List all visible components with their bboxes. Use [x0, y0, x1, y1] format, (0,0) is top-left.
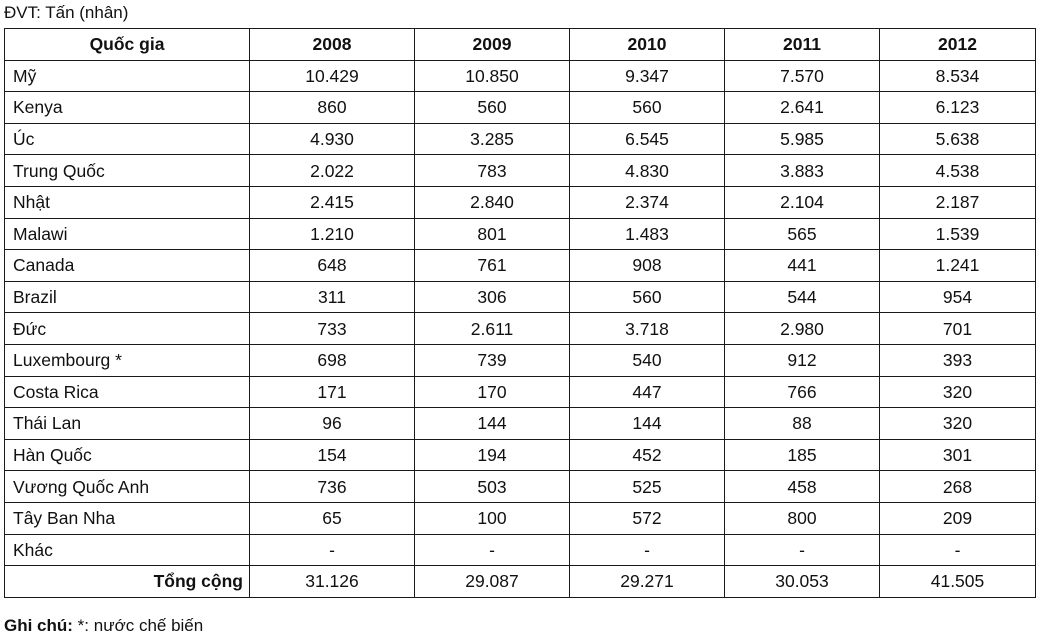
value-cell: 7.570: [725, 60, 880, 92]
value-cell: 912: [725, 344, 880, 376]
value-cell: 88: [725, 408, 880, 440]
footnote-text: *: nước chế biến: [72, 616, 204, 635]
value-cell: 9.347: [570, 60, 725, 92]
value-cell: 320: [880, 408, 1036, 440]
country-cell: Tây Ban Nha: [5, 502, 250, 534]
value-cell: 10.429: [250, 60, 415, 92]
value-cell: 2.187: [880, 186, 1036, 218]
country-cell: Nhật: [5, 186, 250, 218]
value-cell: 268: [880, 471, 1036, 503]
table-row: [5, 376, 1036, 408]
table-row: [5, 408, 1036, 440]
country-cell: Khác: [5, 534, 250, 566]
value-cell: 2.641: [725, 92, 880, 124]
country-cell: Costa Rica: [5, 376, 250, 408]
footnote: [4, 615, 203, 637]
header-country: Quốc gia: [5, 29, 250, 61]
value-cell: 525: [570, 471, 725, 503]
value-cell: 783: [415, 155, 570, 187]
table-row: [5, 155, 1036, 187]
value-cell: 209: [880, 502, 1036, 534]
total-label: Tổng cộng: [5, 566, 250, 598]
header-year-2010: 2010: [570, 29, 725, 61]
value-cell: 2.374: [570, 186, 725, 218]
total-row: [5, 566, 1036, 598]
table-row: [5, 534, 1036, 566]
country-cell: Mỹ: [5, 60, 250, 92]
value-cell: 3.285: [415, 123, 570, 155]
value-cell: 1.210: [250, 218, 415, 250]
value-cell: 100: [415, 502, 570, 534]
country-cell: Hàn Quốc: [5, 439, 250, 471]
table-row: [5, 471, 1036, 503]
value-cell: 560: [415, 92, 570, 124]
value-cell: 458: [725, 471, 880, 503]
value-cell: 1.483: [570, 218, 725, 250]
value-cell: -: [570, 534, 725, 566]
table-row: [5, 281, 1036, 313]
table-row: [5, 250, 1036, 282]
value-cell: 698: [250, 344, 415, 376]
value-cell: 560: [570, 281, 725, 313]
value-cell: 2.980: [725, 313, 880, 345]
value-cell: 8.534: [880, 60, 1036, 92]
total-value: 29.271: [570, 566, 725, 598]
value-cell: 154: [250, 439, 415, 471]
table-row: [5, 344, 1036, 376]
country-cell: Malawi: [5, 218, 250, 250]
country-cell: Kenya: [5, 92, 250, 124]
value-cell: 2.104: [725, 186, 880, 218]
import-volume-table: [4, 28, 1036, 598]
table-row: [5, 92, 1036, 124]
value-cell: -: [880, 534, 1036, 566]
table-row: [5, 502, 1036, 534]
value-cell: 560: [570, 92, 725, 124]
value-cell: 170: [415, 376, 570, 408]
country-cell: Canada: [5, 250, 250, 282]
table-row: [5, 439, 1036, 471]
value-cell: 4.930: [250, 123, 415, 155]
value-cell: 544: [725, 281, 880, 313]
value-cell: 144: [415, 408, 570, 440]
value-cell: 3.883: [725, 155, 880, 187]
value-cell: 447: [570, 376, 725, 408]
value-cell: 194: [415, 439, 570, 471]
total-value: 30.053: [725, 566, 880, 598]
value-cell: 761: [415, 250, 570, 282]
value-cell: 908: [570, 250, 725, 282]
value-cell: 6.123: [880, 92, 1036, 124]
value-cell: 452: [570, 439, 725, 471]
value-cell: 441: [725, 250, 880, 282]
table-row: [5, 218, 1036, 250]
value-cell: 5.985: [725, 123, 880, 155]
value-cell: 171: [250, 376, 415, 408]
value-cell: 648: [250, 250, 415, 282]
value-cell: 800: [725, 502, 880, 534]
value-cell: 2.022: [250, 155, 415, 187]
header-year-2012: 2012: [880, 29, 1036, 61]
country-cell: Luxembourg *: [5, 344, 250, 376]
value-cell: 306: [415, 281, 570, 313]
table-row: [5, 313, 1036, 345]
value-cell: 2.415: [250, 186, 415, 218]
value-cell: 144: [570, 408, 725, 440]
country-cell: Đức: [5, 313, 250, 345]
value-cell: 10.850: [415, 60, 570, 92]
header-year-2009: 2009: [415, 29, 570, 61]
value-cell: 4.830: [570, 155, 725, 187]
value-cell: -: [250, 534, 415, 566]
table-header-row: [5, 29, 1036, 61]
value-cell: 311: [250, 281, 415, 313]
value-cell: -: [725, 534, 880, 566]
value-cell: 503: [415, 471, 570, 503]
country-cell: Thái Lan: [5, 408, 250, 440]
value-cell: 860: [250, 92, 415, 124]
value-cell: 2.611: [415, 313, 570, 345]
value-cell: 1.539: [880, 218, 1036, 250]
country-cell: Trung Quốc: [5, 155, 250, 187]
value-cell: 565: [725, 218, 880, 250]
unit-label: ĐVT: Tấn (nhân): [4, 3, 129, 22]
value-cell: 766: [725, 376, 880, 408]
value-cell: 733: [250, 313, 415, 345]
value-cell: 6.545: [570, 123, 725, 155]
value-cell: 185: [725, 439, 880, 471]
value-cell: 3.718: [570, 313, 725, 345]
total-value: 41.505: [880, 566, 1036, 598]
value-cell: 65: [250, 502, 415, 534]
value-cell: 2.840: [415, 186, 570, 218]
value-cell: 736: [250, 471, 415, 503]
country-cell: Vương Quốc Anh: [5, 471, 250, 503]
value-cell: -: [415, 534, 570, 566]
value-cell: 540: [570, 344, 725, 376]
value-cell: 801: [415, 218, 570, 250]
total-value: 29.087: [415, 566, 570, 598]
header-year-2011: 2011: [725, 29, 880, 61]
table-row: [5, 123, 1036, 155]
value-cell: 572: [570, 502, 725, 534]
country-cell: Úc: [5, 123, 250, 155]
value-cell: 701: [880, 313, 1036, 345]
value-cell: 301: [880, 439, 1036, 471]
value-cell: 393: [880, 344, 1036, 376]
total-value: 31.126: [250, 566, 415, 598]
footnote-label: Ghi chú:: [4, 616, 73, 635]
table-row: [5, 60, 1036, 92]
value-cell: 320: [880, 376, 1036, 408]
table-row: [5, 186, 1036, 218]
value-cell: 96: [250, 408, 415, 440]
value-cell: 1.241: [880, 250, 1036, 282]
country-cell: Brazil: [5, 281, 250, 313]
value-cell: 4.538: [880, 155, 1036, 187]
value-cell: 954: [880, 281, 1036, 313]
header-year-2008: 2008: [250, 29, 415, 61]
value-cell: 739: [415, 344, 570, 376]
value-cell: 5.638: [880, 123, 1036, 155]
